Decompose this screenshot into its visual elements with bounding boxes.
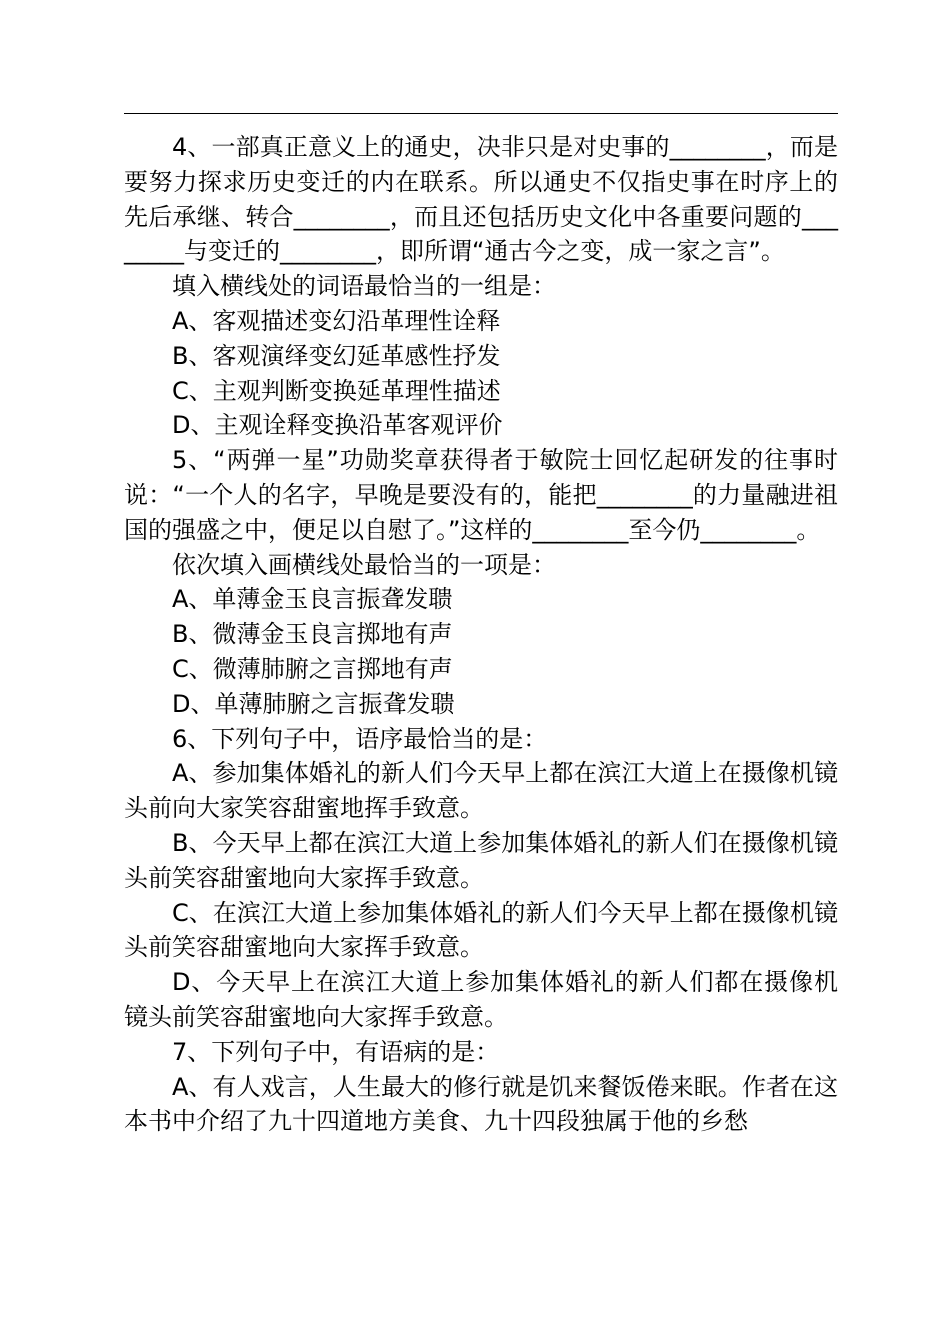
question-6-option-d: D、今天早上在滨江大道上参加集体婚礼的新人们都在摄像机镜头前笑容甜蜜地向大家挥手致意。 (124, 968, 838, 1031)
question-4-option-a: A、客观描述变幻沿革理性诠释 (172, 306, 501, 335)
document-body (124, 130, 838, 1139)
question-4-stem: 4、一部真正意义上的通史，决非只是对史事的________，而是要努力探求历史变迁的内在联系。所以通史不仅指史事在时序上的先后承继、转合________，而且还包括历史文化中各重要问题的________与变迁的________，即所谓“通古今之变，成一家之言”。 (124, 133, 838, 266)
question-6-option-c: C、在滨江大道上参加集体婚礼的新人们今天早上都在摄像机镜头前笑容甜蜜地向大家挥手致意。 (124, 898, 838, 962)
question-4-option-c: C、主观判断变换延革理性描述 (172, 376, 501, 405)
question-5-option-b: B、微薄金玉良言掷地有声 (172, 620, 453, 649)
question-6-option-a: A、参加集体婚礼的新人们今天早上都在滨江大道上在摄像机镜头前向大家笑容甜蜜地挥手致意。 (124, 759, 838, 823)
question-7-stem: 7、下列句子中，有语病的是： (172, 1037, 500, 1066)
question-4-option-b: B、客观演绎变幻延革感性抒发 (172, 341, 501, 370)
question-6-stem: 6、下列句子中，语序最恰当的是： (172, 724, 548, 753)
question-5-option-c: C、微薄肺腑之言掷地有声 (172, 654, 453, 683)
question-6-option-b: B、今天早上都在滨江大道上参加集体婚礼的新人们在摄像机镜头前笑容甜蜜地向大家挥手致意。 (124, 828, 838, 892)
question-7-option-a: A、有人戏言，人生最大的修行就是饥来餐饭倦来眠。作者在这本书中介绍了九十四道地方美食、九十四段独属于他的乡愁 (124, 1072, 838, 1136)
question-5-option-a: A、单薄金玉良言振聋发聩 (172, 585, 453, 614)
question-5-prompt: 依次填入画横线处最恰当的一项是： (172, 550, 556, 579)
question-4-option-d: D、主观诠释变换沿革客观评价 (172, 411, 503, 440)
header-rule (124, 113, 838, 114)
question-5-stem: 5、“两弹一星”功勋奖章获得者于敏院士回忆起研发的往事时说：“一个人的名字，早晚是要没有的，能把________的力量融进祖国的强盛之中，便足以自慰了。”这样的________至今仍________。 (124, 446, 838, 544)
question-5-option-d: D、单薄肺腑之言振聋发聩 (172, 689, 455, 718)
question-4-prompt: 填入横线处的词语最恰当的一组是： (172, 272, 556, 301)
